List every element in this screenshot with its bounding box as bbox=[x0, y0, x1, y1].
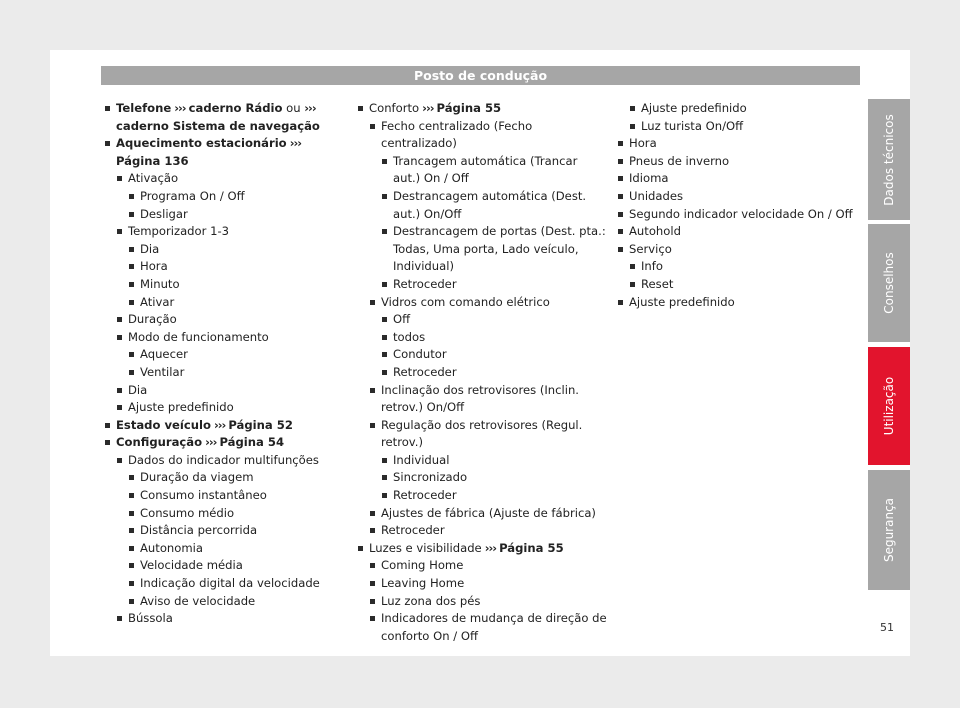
list-item-text: Ajuste predefinido bbox=[128, 400, 234, 415]
bullet-icon bbox=[618, 212, 623, 217]
section-header: Posto de condução bbox=[101, 66, 860, 85]
side-tab-conselhos[interactable] bbox=[868, 224, 910, 342]
bullet-icon bbox=[370, 528, 375, 533]
bullet-icon bbox=[382, 159, 387, 164]
bullet-icon bbox=[382, 493, 387, 498]
list-item-text: Luzes e visibilidade bbox=[369, 540, 482, 555]
list-item bbox=[104, 329, 334, 347]
list-item-text: Destrancagem de portas (Dest. pta.: Todas, Uma porta, Lado veículo, Individual) bbox=[393, 224, 606, 274]
bullet-icon bbox=[117, 405, 122, 410]
list-item bbox=[357, 223, 607, 276]
bullet-icon bbox=[382, 352, 387, 357]
bullet-icon bbox=[129, 212, 134, 217]
list-item-text: Indicação digital da velocidade bbox=[140, 576, 320, 591]
bullet-icon bbox=[129, 511, 134, 516]
side-tab-dados-tecnicos[interactable] bbox=[868, 99, 910, 220]
list-item-text: Duração da viagem bbox=[140, 470, 254, 485]
list-item-text: Velocidade média bbox=[140, 558, 243, 573]
list-item bbox=[617, 153, 857, 171]
list-item bbox=[104, 170, 334, 188]
list-item-text: caderno Sistema de navegação bbox=[116, 118, 320, 133]
page-number: 51 bbox=[880, 621, 894, 634]
list-item-text: Indicadores de mudança de direção de conforto On / Off bbox=[381, 611, 607, 643]
bullet-icon bbox=[129, 528, 134, 533]
list-item bbox=[104, 188, 334, 206]
list-item bbox=[357, 575, 607, 593]
list-item bbox=[104, 417, 334, 435]
bullet-icon bbox=[117, 388, 122, 393]
bullet-icon bbox=[630, 282, 635, 287]
list-item-text: Retroceder bbox=[393, 276, 457, 291]
list-item bbox=[104, 575, 334, 593]
bullet-icon bbox=[129, 563, 134, 568]
side-tab-label: Conselhos bbox=[882, 252, 896, 314]
list-item-text: Inclinação dos retrovisores (Inclin. retrov.) On/Off bbox=[381, 382, 579, 415]
list-item bbox=[617, 118, 857, 136]
bullet-icon bbox=[117, 616, 122, 621]
list-item-text: Ajuste predefinido bbox=[629, 294, 735, 309]
list-item bbox=[357, 610, 607, 645]
list-item-text: Configuração bbox=[116, 435, 203, 450]
cross-reference-arrow: ››› bbox=[171, 101, 189, 115]
list-item-text: caderno Rádio bbox=[188, 101, 283, 115]
bullet-icon bbox=[129, 475, 134, 480]
list-item bbox=[104, 469, 334, 487]
bullet-icon bbox=[129, 546, 134, 551]
list-item bbox=[357, 452, 607, 470]
list-item-text: Reset bbox=[641, 276, 674, 291]
list-item bbox=[357, 540, 607, 558]
list-item-text: Hora bbox=[140, 259, 168, 274]
list-item bbox=[617, 170, 857, 188]
list-item bbox=[617, 223, 857, 241]
list-item bbox=[104, 382, 334, 400]
bullet-icon bbox=[117, 229, 122, 234]
bullet-icon bbox=[370, 300, 375, 305]
bullet-icon bbox=[129, 247, 134, 252]
bullet-icon bbox=[105, 423, 110, 428]
list-item-text: Página 52 bbox=[228, 417, 293, 432]
bullet-icon bbox=[382, 229, 387, 234]
list-item bbox=[104, 487, 334, 505]
list-item bbox=[617, 100, 857, 118]
bullet-icon bbox=[117, 176, 122, 181]
list-item-text: Serviço bbox=[629, 241, 672, 256]
list-item-text: Programa On / Off bbox=[140, 188, 245, 203]
list-item-text: Ajuste predefinido bbox=[641, 101, 747, 115]
bullet-icon bbox=[117, 458, 122, 463]
list-item-text: Regulação dos retrovisores (Regul. retrov.) bbox=[381, 417, 583, 450]
list-item-text: Duração bbox=[128, 312, 177, 327]
list-item-text: Modo de funcionamento bbox=[128, 329, 269, 344]
bullet-icon bbox=[105, 440, 110, 445]
list-item bbox=[104, 557, 334, 575]
bullet-icon bbox=[370, 511, 375, 516]
side-tab-seguranca[interactable] bbox=[868, 470, 910, 590]
list-item bbox=[357, 153, 607, 188]
bullet-icon bbox=[129, 264, 134, 269]
bullet-icon bbox=[370, 616, 375, 621]
bullet-icon bbox=[129, 282, 134, 287]
list-item bbox=[104, 505, 334, 523]
bullet-icon bbox=[117, 317, 122, 322]
list-item-text: Autohold bbox=[629, 224, 681, 239]
list-item-text: Ativar bbox=[140, 294, 175, 309]
list-item bbox=[357, 118, 607, 153]
list-item-text: Autonomia bbox=[140, 540, 203, 555]
bullet-icon bbox=[382, 194, 387, 199]
list-item bbox=[357, 505, 607, 523]
list-item-text: Telefone bbox=[116, 101, 172, 115]
list-item bbox=[357, 469, 607, 487]
bullet-icon bbox=[105, 141, 110, 146]
cross-reference-arrow: ››› bbox=[202, 435, 220, 450]
list-item bbox=[357, 276, 607, 294]
bullet-icon bbox=[129, 300, 134, 305]
list-item bbox=[104, 206, 334, 224]
list-item-text: Aquecer bbox=[140, 347, 188, 362]
list-item-text: Coming Home bbox=[381, 558, 464, 573]
list-item-text: Hora bbox=[629, 136, 657, 151]
content-column-1 bbox=[104, 100, 334, 628]
bullet-icon bbox=[129, 581, 134, 586]
list-item bbox=[617, 294, 857, 312]
list-item bbox=[617, 188, 857, 206]
list-item-text: Retroceder bbox=[393, 488, 457, 503]
list-item-text: Idioma bbox=[629, 171, 669, 186]
bullet-icon bbox=[129, 493, 134, 498]
list-item bbox=[357, 364, 607, 382]
bullet-icon bbox=[382, 282, 387, 287]
list-item bbox=[357, 346, 607, 364]
bullet-icon bbox=[382, 458, 387, 463]
bullet-icon bbox=[370, 388, 375, 393]
cross-reference-arrow: ››› bbox=[304, 101, 316, 115]
side-tab-label: Dados técnicos bbox=[882, 113, 896, 206]
list-item-text: Luz zona dos pés bbox=[381, 593, 481, 608]
list-item bbox=[357, 188, 607, 223]
list-item-text: Aviso de velocidade bbox=[140, 593, 256, 608]
bullet-icon bbox=[630, 124, 635, 129]
bullet-icon bbox=[618, 176, 623, 181]
list-item bbox=[104, 258, 334, 276]
list-item bbox=[104, 294, 334, 312]
bullet-icon bbox=[382, 335, 387, 340]
list-item-text: Segundo indicador velocidade On / Off bbox=[629, 206, 853, 221]
list-item-text: Consumo instantâneo bbox=[140, 488, 267, 503]
list-item bbox=[357, 311, 607, 329]
list-item-text: ou bbox=[282, 101, 305, 115]
list-item-text: Página 55 bbox=[499, 540, 564, 555]
bullet-icon bbox=[370, 599, 375, 604]
bullet-icon bbox=[618, 159, 623, 164]
bullet-icon bbox=[358, 546, 363, 551]
list-item bbox=[357, 294, 607, 312]
list-item bbox=[357, 417, 607, 452]
list-item bbox=[357, 487, 607, 505]
list-item bbox=[617, 241, 857, 259]
list-item-text: Luz turista On/Off bbox=[641, 118, 744, 133]
list-item-text: Condutor bbox=[393, 347, 447, 362]
cross-reference-arrow: ››› bbox=[210, 417, 229, 432]
list-item-text: Ajustes de fábrica (Ajuste de fábrica) bbox=[381, 505, 596, 520]
list-item-text: Desligar bbox=[140, 206, 188, 221]
content-column-2 bbox=[357, 100, 607, 645]
cross-reference-arrow: ››› bbox=[419, 101, 437, 115]
list-item-text: Leaving Home bbox=[381, 576, 465, 591]
list-item bbox=[617, 258, 857, 276]
list-item bbox=[104, 346, 334, 364]
bullet-icon bbox=[618, 229, 623, 234]
list-item-text: Info bbox=[641, 259, 663, 274]
cross-reference-arrow: ››› bbox=[481, 540, 500, 555]
list-item-text: todos bbox=[393, 329, 426, 344]
list-item bbox=[104, 522, 334, 540]
list-item-text: Aquecimento estacionário bbox=[116, 136, 287, 151]
bullet-icon bbox=[370, 581, 375, 586]
cross-reference-arrow: ››› bbox=[286, 136, 302, 151]
list-item bbox=[617, 135, 857, 153]
list-item-text: Trancagem automática (Trancar aut.) On / Off bbox=[393, 153, 578, 186]
bullet-icon bbox=[382, 370, 387, 375]
bullet-icon bbox=[630, 264, 635, 269]
list-item-text: Destrancagem automática (Dest. aut.) On/Off bbox=[393, 188, 587, 221]
list-item-text: Minuto bbox=[140, 276, 180, 291]
bullet-icon bbox=[618, 141, 623, 146]
list-item bbox=[104, 399, 334, 417]
list-item-text: Consumo médio bbox=[140, 505, 235, 520]
bullet-icon bbox=[129, 599, 134, 604]
list-item bbox=[617, 206, 857, 224]
bullet-icon bbox=[382, 317, 387, 322]
bullet-icon bbox=[618, 247, 623, 252]
side-tab-label: Utilização bbox=[882, 376, 896, 436]
bullet-icon bbox=[618, 300, 623, 305]
list-item-text: Estado veículo bbox=[116, 417, 211, 432]
side-tab-utilizacao[interactable] bbox=[868, 347, 910, 465]
list-item-text: Ventilar bbox=[140, 364, 185, 379]
list-item-text: Off bbox=[393, 312, 411, 327]
bullet-icon bbox=[370, 124, 375, 129]
list-item-text: Distância percorrida bbox=[140, 523, 258, 538]
list-item bbox=[104, 276, 334, 294]
list-item bbox=[104, 364, 334, 382]
list-item-text: Unidades bbox=[629, 188, 684, 203]
list-item bbox=[357, 593, 607, 611]
list-item bbox=[357, 522, 607, 540]
bullet-icon bbox=[382, 475, 387, 480]
list-item-text: Dados do indicador multifunções bbox=[128, 452, 319, 467]
list-item-text: Temporizador 1-3 bbox=[128, 224, 230, 239]
list-item bbox=[617, 276, 857, 294]
bullet-icon bbox=[618, 194, 623, 199]
bullet-icon bbox=[129, 194, 134, 199]
bullet-icon bbox=[129, 352, 134, 357]
list-item bbox=[104, 593, 334, 611]
list-item bbox=[357, 557, 607, 575]
list-item bbox=[104, 241, 334, 259]
list-item bbox=[104, 135, 334, 170]
content-column-3 bbox=[617, 100, 857, 311]
list-item bbox=[104, 311, 334, 329]
list-item-text: Página 136 bbox=[116, 153, 189, 168]
list-item bbox=[104, 452, 334, 470]
bullet-icon bbox=[105, 106, 110, 111]
list-item-text: Página 55 bbox=[436, 101, 502, 115]
list-item bbox=[357, 100, 607, 118]
bullet-icon bbox=[358, 106, 363, 111]
bullet-icon bbox=[370, 423, 375, 428]
list-item-text: Retroceder bbox=[381, 523, 445, 538]
list-item-text: Dia bbox=[128, 382, 148, 397]
list-item-text: Vidros com comando elétrico bbox=[381, 294, 550, 309]
list-item-text: Bússola bbox=[128, 611, 173, 626]
list-item bbox=[357, 382, 607, 417]
list-item bbox=[104, 540, 334, 558]
list-item bbox=[104, 610, 334, 628]
list-item-text: Sincronizado bbox=[393, 470, 468, 485]
list-item-text: Pneus de inverno bbox=[629, 153, 730, 168]
list-item-text: Dia bbox=[140, 241, 160, 256]
list-item bbox=[357, 329, 607, 347]
bullet-icon bbox=[370, 563, 375, 568]
bullet-icon bbox=[117, 335, 122, 340]
list-item-text: Conforto bbox=[369, 101, 420, 115]
list-item-text: Página 54 bbox=[219, 435, 285, 450]
list-item bbox=[104, 223, 334, 241]
list-item-text: Fecho centralizado (Fecho centralizado) bbox=[381, 118, 533, 151]
side-tab-label: Segurança bbox=[882, 497, 896, 563]
list-item bbox=[104, 100, 334, 135]
list-item-text: Individual bbox=[393, 452, 450, 467]
list-item-text: Ativação bbox=[128, 171, 179, 186]
bullet-icon bbox=[630, 106, 635, 111]
list-item bbox=[104, 434, 334, 452]
list-item-text: Retroceder bbox=[393, 364, 457, 379]
bullet-icon bbox=[129, 370, 134, 375]
